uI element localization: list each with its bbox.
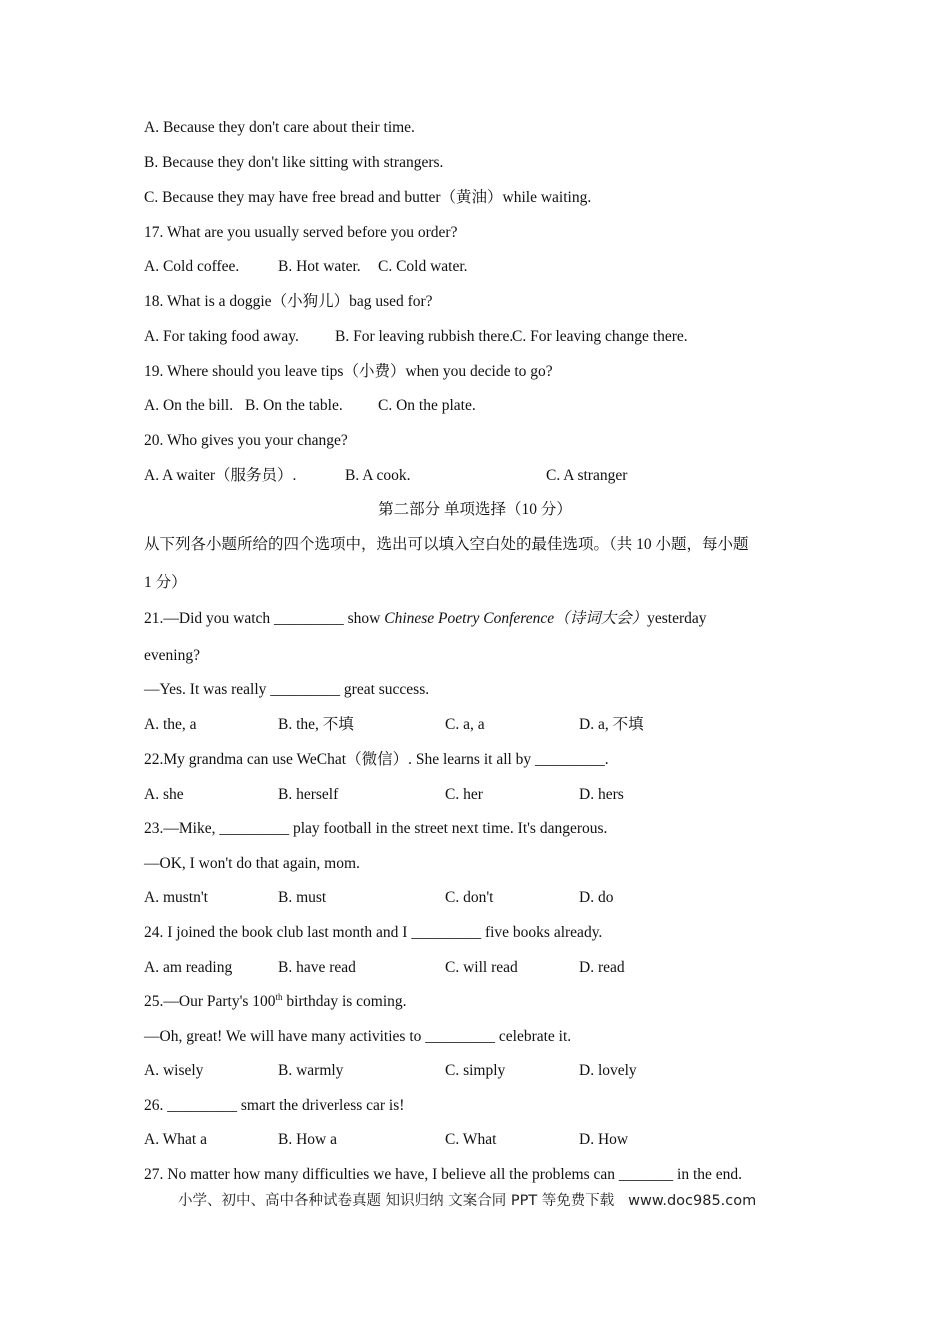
q27-stem: 27. No matter how many difficulties we have, I believe all the problems can _______ in the end. [144, 1166, 743, 1183]
q25-stem-post: birthday is coming. [282, 993, 407, 1010]
q23-reply: —OK, I won't do that again, mom. [144, 855, 360, 872]
q21-reply: —Yes. It was really _________ great success. [144, 681, 430, 698]
q23-stem: 23.—Mike, _________ play football in the street next time. It's dangerous. [144, 820, 608, 837]
q25-ordinal-suffix: th [275, 991, 283, 1002]
q26-stem: 26. _________ smart the driverless car is! [144, 1097, 405, 1114]
q26-option-a: A. What a [144, 1131, 207, 1148]
q21-option-b: B. the, 不填 [278, 716, 354, 733]
q17-option-b: B. Hot water. [278, 258, 361, 275]
q19-option-c: C. On the plate. [378, 397, 476, 414]
q22-option-b: B. herself [278, 786, 339, 803]
q25-option-b: B. warmly [278, 1062, 344, 1079]
q17-stem: 17. What are you usually served before you order? [144, 224, 458, 241]
q23-option-d: D. do [579, 889, 614, 906]
q19-option-a: A. On the bill. [144, 397, 234, 414]
q21-stem-cont: evening? [144, 647, 200, 664]
q25-option-a: A. wisely [144, 1062, 204, 1079]
q22-option-d: D. hers [579, 786, 624, 803]
q24-option-b: B. have read [278, 959, 356, 976]
q21-stem-post: yesterday [647, 610, 707, 627]
section-title: 第二部分 单项选择（10 分） [378, 501, 572, 518]
q20-option-c: C. A stranger [546, 467, 628, 484]
q18-stem: 18. What is a doggie（小狗儿）bag used for? [144, 293, 433, 310]
q17-option-a: A. Cold coffee. [144, 258, 240, 275]
q22-option-c: C. her [445, 786, 483, 803]
q25-option-d: D. lovely [579, 1062, 637, 1079]
q20-option-b: B. A cook. [345, 467, 411, 484]
q20-stem: 20. Who gives you your change? [144, 432, 348, 449]
q21-stem [144, 609, 707, 629]
q24-option-a: A. am reading [144, 959, 233, 976]
q25-reply: —Oh, great! We will have many activities to _________ celebrate it. [144, 1028, 572, 1045]
q18-option-a: A. For taking food away. [144, 328, 299, 345]
footer-watermark: 小学、初中、高中各种试卷真题 知识归纳 文案合同 PPT 等免费下载 www.doc985.com [178, 1193, 757, 1209]
q16-option-a: A. Because they don't care about their time. [144, 119, 415, 136]
q23-option-b: B. must [278, 889, 327, 906]
q21-option-c: C. a, a [445, 716, 485, 733]
q21-stem-pre: 21.—Did you watch _________ show [144, 610, 385, 627]
q16-option-b: B. Because they don't like sitting with strangers. [144, 154, 444, 171]
q16-option-c: C. Because they may have free bread and butter（黄油）while waiting. [144, 189, 592, 206]
q24-option-d: D. read [579, 959, 625, 976]
q19-option-b: B. On the table. [245, 397, 343, 414]
q17-option-c: C. Cold water. [378, 258, 468, 275]
q23-option-c: C. don't [445, 889, 494, 906]
q22-option-a: A. she [144, 786, 184, 803]
q26-option-c: C. What [445, 1131, 497, 1148]
section-instructions-cont: 1 分） [144, 574, 187, 591]
q18-option-b: B. For leaving rubbish there. [335, 328, 514, 345]
q24-option-c: C. will read [445, 959, 518, 976]
q22-stem: 22.My grandma can use WeChat（微信）. She learns it all by _________. [144, 751, 609, 768]
section-instructions: 从下列各小题所给的四个选项中，选出可以填入空白处的最佳选项。（共 10 小题，每小题 [144, 536, 749, 553]
q25-stem [144, 992, 407, 1012]
q18-option-c: C. For leaving change there. [512, 328, 688, 345]
q24-stem: 24. I joined the book club last month and I _________ five books already. [144, 924, 603, 941]
q19-stem: 19. Where should you leave tips（小费）when you decide to go? [144, 363, 553, 380]
q25-option-c: C. simply [445, 1062, 506, 1079]
q26-option-d: D. How [579, 1131, 629, 1148]
q21-option-d: D. a, 不填 [579, 716, 644, 733]
q26-option-b: B. How a [278, 1131, 337, 1148]
q20-option-a: A. A waiter（服务员）. [144, 467, 297, 484]
q21-option-a: A. the, a [144, 716, 197, 733]
q23-option-a: A. mustn't [144, 889, 208, 906]
q25-stem-pre: 25.—Our Party's 100 [144, 993, 276, 1010]
q21-show-title: Chinese Poetry Conference（诗词大会） [384, 610, 648, 627]
